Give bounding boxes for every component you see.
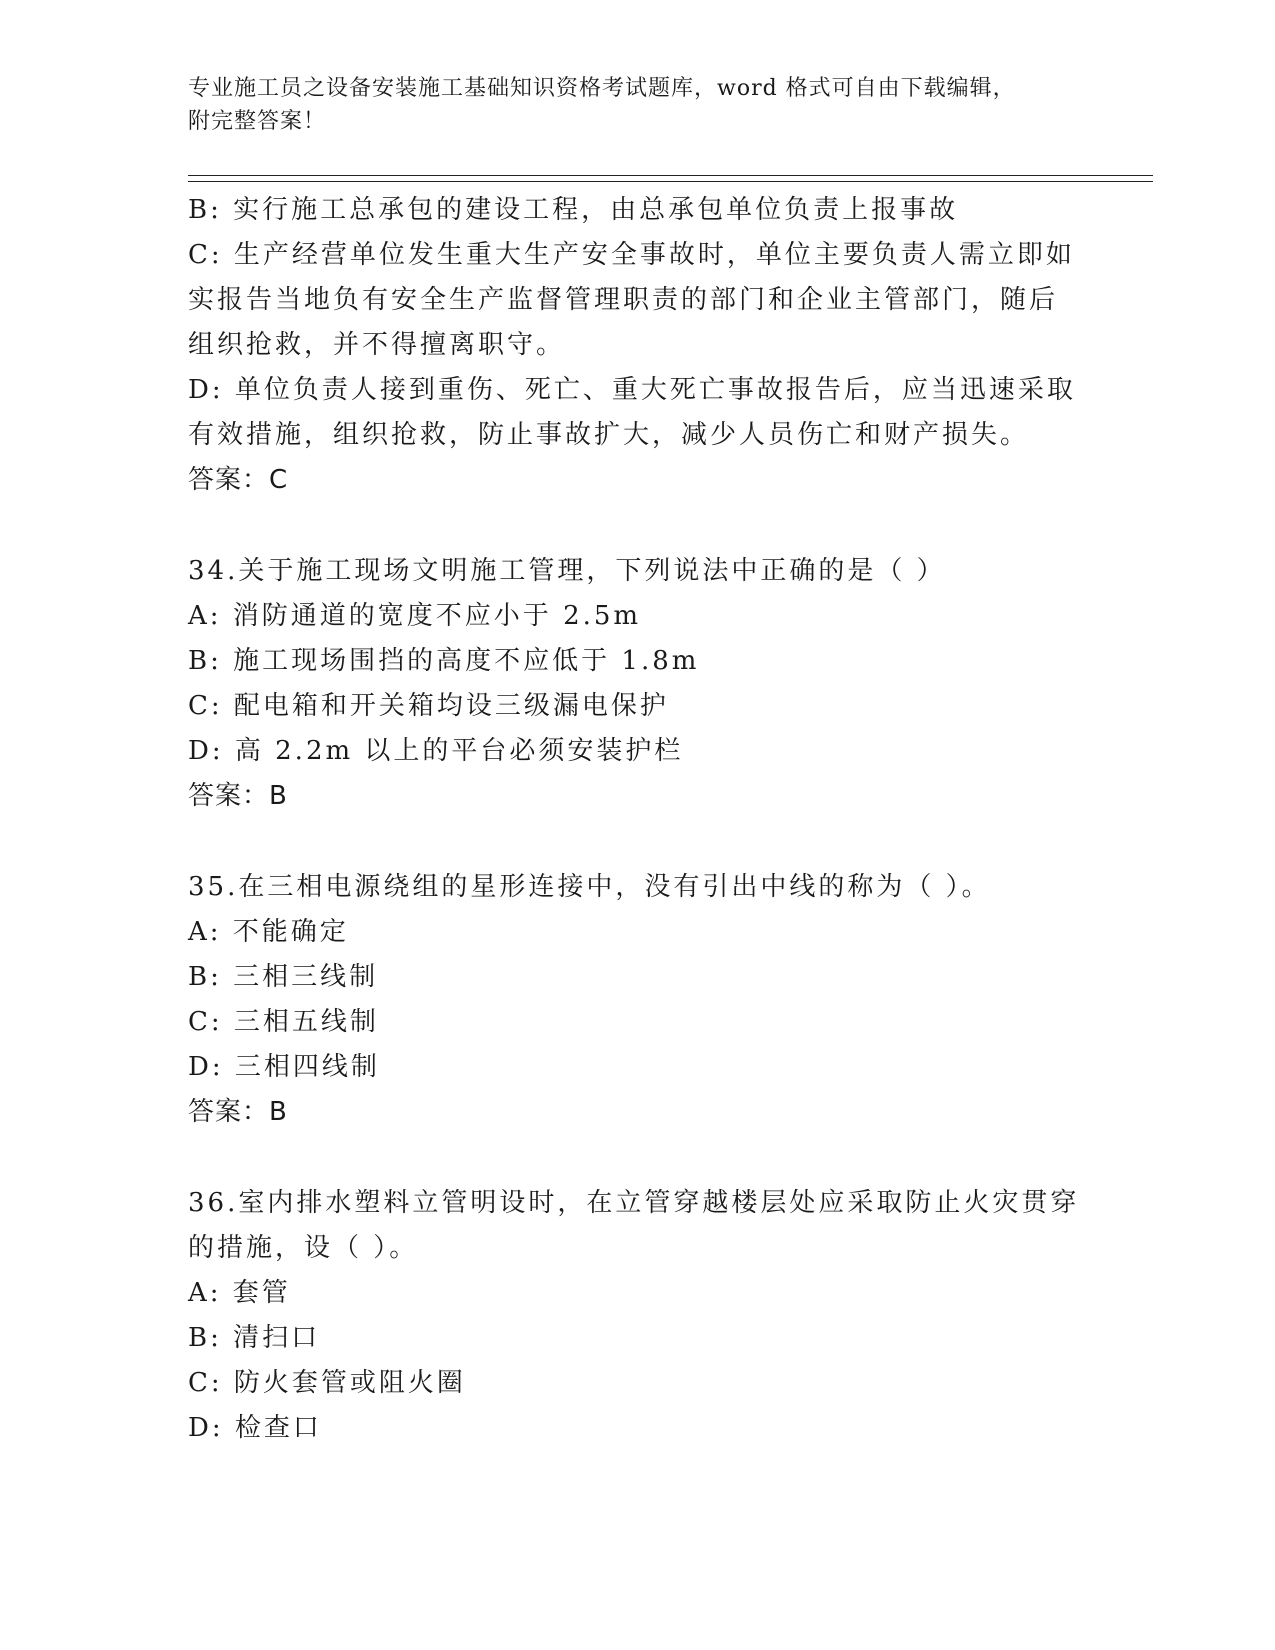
option-line: 有效措施，组织抢救，防止事故扩大，减少人员伤亡和财产损失。: [188, 420, 1030, 450]
option-line: A: 套管: [188, 1278, 291, 1308]
header-divider-bottom: [188, 181, 1153, 182]
question-stem: 35.在三相电源绕组的星形连接中，没有引出中线的称为（ ）。: [188, 872, 991, 902]
option-line: 组织抢救，并不得擅离职守。: [188, 330, 566, 360]
option-line: 实报告当地负有安全生产监督管理职责的部门和企业主管部门，随后: [188, 285, 1059, 315]
option-line: B: 清扫口: [188, 1323, 321, 1353]
option-line: C: 生产经营单位发生重大生产安全事故时，单位主要负责人需立即如: [188, 240, 1075, 270]
answer-line: 答案：B: [188, 781, 288, 811]
option-line: D: 三相四线制: [188, 1052, 380, 1082]
question-stem: 36.室内排水塑料立管明设时，在立管穿越楼层处应采取防止火灾贯穿: [188, 1188, 1080, 1218]
header-line-2: 附完整答案！: [188, 109, 327, 134]
question-block-36: [188, 1181, 1088, 1451]
option-line: A: 消防通道的宽度不应小于 2.5m: [188, 601, 642, 631]
option-line: C: 配电箱和开关箱均设三级漏电保护: [188, 691, 669, 721]
option-line: C: 防火套管或阻火圈: [188, 1368, 466, 1398]
option-line: D: 检查口: [188, 1413, 322, 1443]
answer-line: 答案：C: [188, 465, 289, 495]
question-block-34: [188, 549, 1088, 819]
option-line: B: 施工现场围挡的高度不应低于 1.8m: [188, 646, 700, 676]
document-header: [188, 72, 1088, 138]
header-divider-top: [188, 175, 1153, 176]
option-line: D: 高 2.2m 以上的平台必须安装护栏: [188, 736, 684, 766]
option-line: B: 实行施工总承包的建设工程，由总承包单位负责上报事故: [188, 195, 959, 225]
document-body: [188, 188, 1088, 1451]
question-block-35: [188, 865, 1088, 1135]
question-block-33: [188, 188, 1088, 503]
option-line: D: 单位负责人接到重伤、死亡、重大死亡事故报告后，应当迅速采取: [188, 375, 1076, 405]
option-line: B: 三相三线制: [188, 962, 379, 992]
option-line: C: 三相五线制: [188, 1007, 379, 1037]
option-line: A: 不能确定: [188, 917, 349, 947]
question-stem: 的措施，设（ ）。: [188, 1233, 419, 1263]
answer-line: 答案：B: [188, 1097, 288, 1127]
header-line-1: 专业施工员之设备安装施工基础知识资格考试题库，word 格式可自由下载编辑，: [188, 76, 1016, 101]
question-stem: 34.关于施工现场文明施工管理，下列说法中正确的是（ ）: [188, 556, 946, 586]
